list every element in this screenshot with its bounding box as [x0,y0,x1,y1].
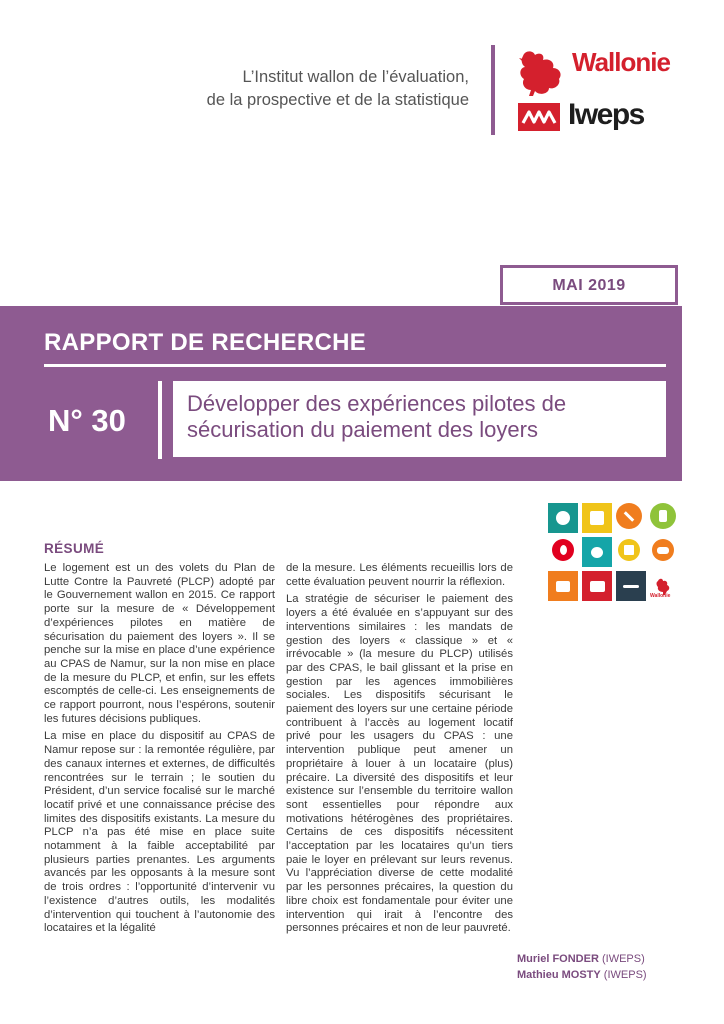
report-number: N° 30 [48,403,126,438]
resume-column-1 [44,562,275,940]
car-icon [652,539,674,561]
screen-icon [582,571,612,601]
users-icon-glyph [556,511,570,525]
wallonie-wordmark: Wallonie [572,47,670,77]
publication-date: MAI 2019 [500,265,678,305]
plug-icon-glyph [659,510,667,522]
institute-description [207,66,469,112]
house-icon-glyph [590,511,604,525]
family-icon [618,539,640,561]
mini-crest-label: Wallonie [650,593,671,599]
resume-paragraph: Le logement est un des volets du Plan de Lutte Contre la Pauvreté (PLCP) adopté par le Gouvernement wallon en 2015. Ce rapport porte sur la mesure de « Développement d’expériences pilotes en matière de sécurisation du paiement des loyers ». Il se penche sur la mise en place d’une expérience au CPAS de Namur, sur la non mise en place de la mesure du PLCP, et enfin, sur les effets escomptés de celle-ci. Les enseignements de ce rapport pourront, nous l’espérons, soutenir les futures décisions publiques. [44,562,275,725]
users-icon [548,503,578,533]
institute-line-1: L’Institut wallon de l’évaluation, [242,68,469,86]
screen-icon-glyph [590,581,605,592]
plug-icon [650,503,676,529]
authors [517,951,647,983]
resume-heading: RÉSUMÉ [44,541,105,556]
title-rule [44,364,666,367]
author-affiliation: (IWEPS) [601,953,645,965]
author-name: Muriel FONDER [517,953,599,965]
author-affiliation: (IWEPS) [603,969,647,981]
tools-icon-glyph [624,511,635,522]
report-subject-line-2: sécurisation du paiement des loyers [187,417,538,442]
resume-paragraph: de la mesure. Les éléments recueillis lors de cette évaluation peuvent nourrir la réflexion. [286,562,513,588]
drop-icon-glyph [560,545,567,555]
report-type-title: RAPPORT DE RECHERCHE [44,329,367,356]
scales-icon [616,571,646,601]
drop-icon [552,539,574,561]
rooster-logo-icon [515,46,567,98]
family-icon-glyph [624,545,634,555]
resume-paragraph: La mise en place du dispositif au CPAS de Namur repose sur : la remontée régulière, par des canaux internes et externes, de difficultés rencontrées sur le terrain ; le soutien du Président, d’un service focalisé sur le marché locatif privé et une connaissance précise des limites des dispositifs existants. La mesure du PLCP n’a pas été mise en place suite notamment à la faible acceptabilité par plusieurs parties prenantes. Les arguments avancés par les opposants à la mesure sont de trois ordres : l’opportunité d’intervenir vu l’existence d’autres outils, les modalités d’intervention qui touchent à l’autonomie des locataires et la légalité [44,730,275,935]
report-subject [173,381,666,457]
heart-icon [582,537,612,567]
scales-icon-glyph [623,585,639,588]
header-divider [491,45,495,135]
report-subject-line-1: Développer des expériences pilotes de [187,391,567,416]
number-divider [158,381,162,459]
heart-icon-glyph [591,547,603,558]
iweps-wordmark: Iweps [568,98,644,131]
briefcase-icon-glyph [556,581,570,592]
tools-icon [616,503,642,529]
author-line [517,967,647,983]
iweps-logo-icon [518,103,560,131]
briefcase-icon [548,571,578,601]
institute-line-2: de la prospective et de la statistique [206,91,469,109]
author-name: Mathieu MOSTY [517,969,601,981]
house-icon [582,503,612,533]
resume-column-2 [286,562,513,940]
resume-paragraph: La stratégie de sécuriser le paiement des loyers a été évaluée en s’appuyant sur des interventions similaires : les mandats de gestion des loyers « classique » et « irrévocable » (la mesure du PLCP) utilisés par des CPAS, le bail glissant et la prise en gestion par les agences immobilières sociales. Les dispositifs sécurisant le paiement des loyers sur une certaine période contribuent à l’accès au logement locatif privé pour les usagers du CPAS : une intervention publique peut amener un propriétaire à louer à un locataire (plus) précaire. La diversité des dispositifs et leur existence sur l’ensemble du territoire wallon sont essentielles pour répondre aux motivations hétérogènes des propriétaires. Certains de ces dispositifs nécessitent l’acceptation par les locataires qu’un tiers paie le loyer en prélevant sur leurs revenus. Vu l’appréciation diverse de cette modalité par les personnes précaires, la question du libre choix est fondamentale pour éviter une intervention qui irait à l’encontre des personnes précaires et non de leur pauvreté. [286,593,513,935]
car-icon-glyph [657,547,669,554]
author-line [517,951,647,967]
